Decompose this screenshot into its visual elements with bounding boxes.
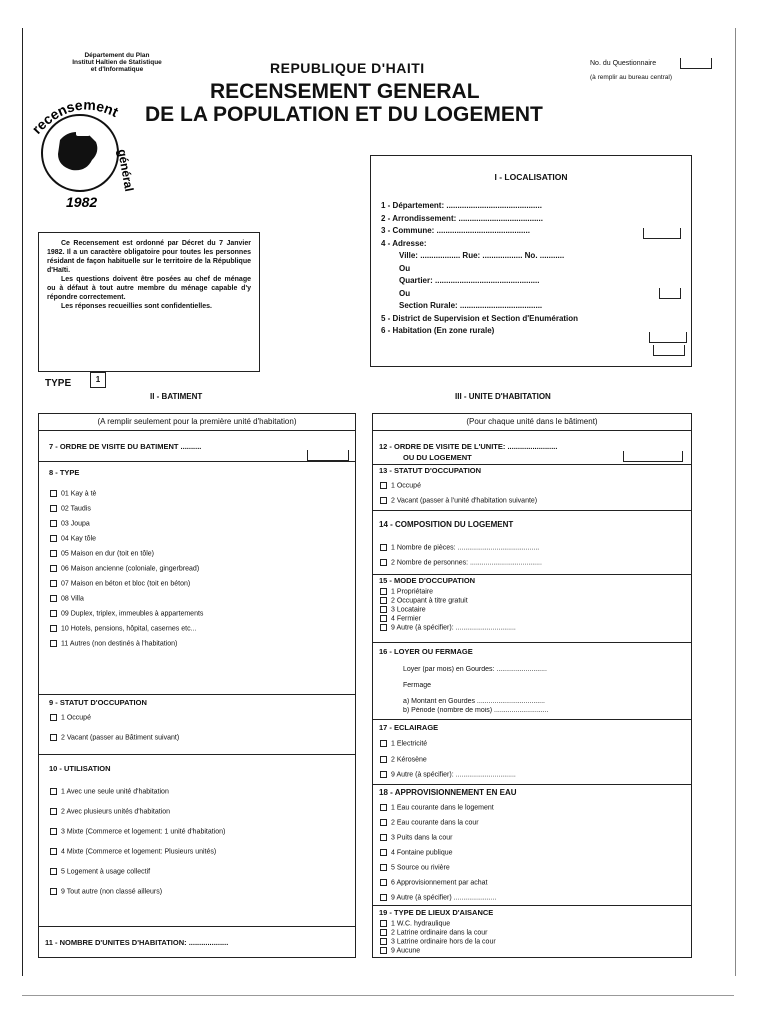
logo-text-top: recensement (28, 96, 121, 137)
q8-option[interactable]: 07 Maison en béton et bloc (toit en béton) (47, 580, 363, 587)
q8-label: 8 - TYPE (49, 468, 80, 477)
q10-option[interactable]: 9 Tout autre (non classé ailleurs) (47, 888, 363, 895)
questionnaire-number-label: No. du Questionnaire (590, 60, 657, 67)
q12-digit-boxes[interactable] (623, 451, 683, 462)
q13-option[interactable]: 2 Vacant (passer à l'unité d'habitation suivante) (377, 497, 695, 504)
loc-field: Ou (399, 263, 411, 273)
q14-field[interactable]: 2 Nombre de personnes: ..................................... (377, 559, 695, 566)
q16-field: Fermage (403, 682, 432, 689)
unite-panel (372, 413, 692, 958)
loc-field: Ou (399, 288, 411, 298)
q10-option[interactable]: 4 Mixte (Commerce et logement: Plusieurs unités) (47, 848, 363, 855)
batiment-instruction: (A remplir seulement pour la première unité d'habitation) (97, 417, 297, 426)
q10-option[interactable]: 5 Logement à usage collectif (47, 868, 363, 875)
loc-field: 4 - Adresse: (381, 238, 427, 248)
q8-option[interactable]: 09 Duplex, triplex, immeubles à appartements (47, 610, 363, 617)
decree-box (38, 232, 260, 372)
q19-option[interactable]: 1 W.C. hydraulique (377, 920, 695, 927)
q15-option[interactable]: 2 Occupant à titre gratuit (377, 597, 695, 604)
district-digit-boxes[interactable] (649, 332, 687, 343)
q9-label: 9 - STATUT D'OCCUPATION (49, 698, 147, 707)
q14-label: 14 - COMPOSITION DU LOGEMENT (379, 520, 514, 529)
localisation-fields (381, 201, 687, 339)
unite-title: III - UNITE D'HABITATION (455, 392, 551, 401)
q16-label: 16 - LOYER OU FERMAGE (379, 647, 473, 656)
q19-label: 19 - TYPE DE LIEUX D'AISANCE (379, 908, 494, 917)
habitation-digit-boxes[interactable] (653, 345, 685, 356)
q8-option[interactable]: 10 Hotels, pensions, hôpital, casernes etc... (47, 625, 363, 632)
loc-field[interactable]: 3 - Commune: .......................................... (381, 226, 530, 235)
decree-paragraph-2: Les questions doivent être posées au chef de ménage ou à défaut à tout autre membre du ménage capable d'y répondre correctement. (47, 276, 251, 301)
q16-field[interactable]: Loyer (par mois) en Gourdes: .......................... (403, 666, 547, 673)
questionnaire-note: (à remplir au bureau central) (590, 74, 673, 81)
unite-instruction: (Pour chaque unité dans le bâtiment) (466, 417, 598, 426)
dept-line: et d'Informatique (90, 66, 144, 73)
dept-line: Institut Haïtien de Statistique (72, 59, 162, 66)
loc-field[interactable]: 1 - Département: ........................................... (381, 201, 542, 210)
q17-option[interactable]: 2 Kérosène (377, 756, 695, 763)
q13-option[interactable]: 1 Occupé (377, 482, 695, 489)
decree-paragraph-3: Les réponses recueillies sont confidentielles. (61, 303, 212, 310)
q15-option[interactable]: 9 Autre (à spécifier): ............................... (377, 624, 695, 631)
loc-field[interactable]: Quartier: ............................................... (399, 276, 540, 285)
q10-option[interactable]: 3 Mixte (Commerce et logement: 1 unité d'habitation) (47, 828, 363, 835)
batiment-panel (38, 413, 356, 958)
q8-option[interactable]: 01 Kay à tè (47, 490, 363, 497)
q17-label: 17 - ECLAIRAGE (379, 723, 439, 732)
q12-label[interactable]: 12 - ORDRE DE VISITE DE L'UNITE: ........................ (379, 442, 558, 451)
republic-heading: REPUBLIQUE D'HAITI (270, 60, 425, 76)
q17-option[interactable]: 9 Autre (à spécifier): ............................... (377, 771, 695, 778)
q18-option[interactable]: 1 Eau courante dans le logement (377, 804, 695, 811)
q8-option[interactable]: 03 Joupa (47, 520, 363, 527)
q14-field[interactable]: 1 Nombre de pièces: .......................................... (377, 544, 695, 551)
dept-line: Département du Plan (84, 52, 150, 59)
logo-text-side: général (115, 148, 137, 193)
quartier-digit-boxes[interactable] (659, 288, 681, 299)
q7-label[interactable]: 7 - ORDRE DE VISITE DU BATIMENT .......... (49, 442, 202, 451)
localisation-box (370, 155, 692, 367)
q10-label: 10 - UTILISATION (49, 764, 111, 773)
q19-option[interactable]: 2 Latrine ordinaire dans la cour (377, 929, 695, 936)
q9-option[interactable]: 2 Vacant (passer au Bâtiment suivant) (47, 734, 363, 741)
department-block (52, 52, 182, 73)
q10-option[interactable]: 2 Avec plusieurs unités d'habitation (47, 808, 363, 815)
q12-sublabel: OU DU LOGEMENT (403, 453, 472, 462)
q9-option[interactable]: 1 Occupé (47, 714, 363, 721)
loc-field[interactable]: 5 - District de Supervision et Section d'Enumération (381, 313, 579, 323)
q18-label: 18 - APPROVISIONNEMENT EN EAU (379, 788, 517, 797)
loc-field[interactable]: 2 - Arrondissement: ...................................... (381, 213, 543, 223)
q18-option[interactable]: 9 Autre (à spécifier) ...................... (377, 894, 695, 901)
localisation-title: I - LOCALISATION (494, 172, 568, 182)
q15-label: 15 - MODE D'OCCUPATION (379, 576, 476, 585)
q16-field[interactable]: a) Montant en Gourdes ................................... (403, 698, 545, 705)
q7-digit-boxes[interactable] (307, 450, 349, 461)
loc-field[interactable]: Section Rurale: ..................................... (399, 301, 543, 310)
q17-option[interactable]: 1 Electricité (377, 740, 695, 747)
q18-option[interactable]: 3 Puits dans la cour (377, 834, 695, 841)
commune-digit-boxes[interactable] (643, 228, 681, 239)
bottom-rule (22, 995, 734, 996)
loc-field[interactable]: Ville: .................. Rue: .................. No. ........... (399, 251, 565, 260)
q15-option[interactable]: 3 Locataire (377, 606, 695, 613)
q19-option[interactable]: 3 Latrine ordinaire hors de la cour (377, 938, 695, 945)
q8-option[interactable]: 11 Autres (non destinés à l'habitation) (47, 640, 363, 647)
loc-field[interactable]: 6 - Habitation (En zone rurale) (381, 326, 495, 335)
q8-option[interactable]: 08 Villa (47, 595, 363, 602)
questionnaire-digit-boxes[interactable] (680, 58, 712, 69)
q11-label[interactable]: 11 - NOMBRE D'UNITES D'HABITATION: ................... (45, 938, 229, 947)
main-title-line1: RECENSEMENT GENERAL (210, 80, 480, 103)
q18-option[interactable]: 5 Source ou rivière (377, 864, 695, 871)
q19-option[interactable]: 9 Aucune (377, 947, 695, 954)
q10-option[interactable]: 1 Avec une seule unité d'habitation (47, 788, 363, 795)
q8-option[interactable]: 06 Maison ancienne (coloniale, gingerbread) (47, 565, 363, 572)
q16-field[interactable]: b) Période (nombre de mois) ............................ (403, 707, 549, 714)
logo-year: 1982 (66, 194, 98, 210)
type-label: TYPE (45, 378, 72, 389)
decree-paragraph-1: Ce Recensement est ordonné par Décret du 7 Janvier 1982. Il a un caractère obligatoire pour toutes les personnes résidant de façon habituelle sur le territoire de la République d'Haïti. (47, 240, 251, 274)
q15-option[interactable]: 1 Propriétaire (377, 588, 695, 595)
q15-option[interactable]: 4 Fermier (377, 615, 695, 622)
q8-option[interactable]: 05 Maison en dur (toit en tôle) (47, 550, 363, 557)
q8-option[interactable]: 04 Kay tôle (47, 535, 363, 542)
census-logo (18, 95, 143, 215)
q18-option[interactable]: 4 Fontaine publique (377, 849, 695, 856)
main-title-line2: DE LA POPULATION ET DU LOGEMENT (145, 103, 543, 126)
q18-option[interactable]: 6 Approvisionnement par achat (377, 879, 695, 886)
q18-option[interactable]: 2 Eau courante dans la cour (377, 819, 695, 826)
q13-label: 13 - STATUT D'OCCUPATION (379, 466, 482, 475)
type-value-box[interactable]: 1 (90, 372, 106, 388)
q8-option[interactable]: 02 Taudis (47, 505, 363, 512)
batiment-title: II - BATIMENT (150, 392, 203, 401)
